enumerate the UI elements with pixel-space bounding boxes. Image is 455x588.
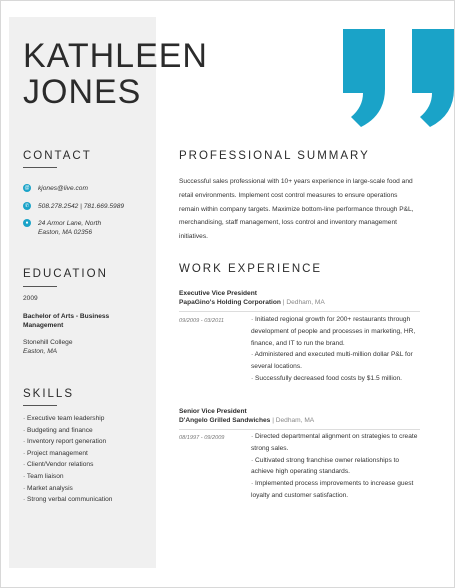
quote-mark-right-icon xyxy=(412,29,454,127)
skills-rule xyxy=(23,405,57,406)
job-location: | Dedham, MA xyxy=(272,417,315,424)
education-degree-line2: Management xyxy=(23,322,64,329)
skill-item: · Executive team leadership xyxy=(23,415,105,422)
job-bullet: · Directed departmental alignment on strategies to create strong sales. xyxy=(251,433,418,452)
job-company-line xyxy=(179,417,314,424)
job-bullet: · Successfully decreased food costs by $1.5 million. xyxy=(251,374,402,382)
contact-address-line2: Easton, MA 02356 xyxy=(38,229,93,236)
skills-heading: SKILLS xyxy=(23,388,74,400)
skill-item: · Inventory report generation xyxy=(23,438,107,446)
contact-email[interactable]: kjones@live.com xyxy=(38,185,88,192)
job-company-line xyxy=(179,299,325,306)
job-company: D'Angelo Grilled Sandwiches xyxy=(179,417,271,424)
education-school: Stonehill College xyxy=(23,339,73,346)
job-bullets xyxy=(251,431,421,502)
skill-item: · Team liaison xyxy=(23,472,64,480)
skill-item: · Project management xyxy=(23,449,88,457)
job-dates: 09/2009 - 03/2011 xyxy=(179,318,224,324)
education-year: 2009 xyxy=(23,295,38,302)
contact-rule xyxy=(23,167,57,168)
last-name: JONES xyxy=(23,73,142,111)
job-bullets xyxy=(251,314,421,385)
location-icon: ● xyxy=(23,219,31,227)
job-dates: 08/1997 - 09/2009 xyxy=(179,435,225,441)
job-company: PapaGino's Holding Corporation xyxy=(179,299,281,306)
education-degree-line1: Bachelor of Arts - Business xyxy=(23,313,110,320)
job-bullet: · Implemented process improvements to increase guest loyalty and customer satisfaction. xyxy=(251,480,414,499)
job-divider xyxy=(179,429,420,430)
skill-item: · Budgeting and finance xyxy=(23,426,93,434)
job-bullet: · Initiated regional growth for 200+ restaurants through development of people and processes in marketing, HR, finance, and IT to run the brand. xyxy=(251,316,416,347)
summary-heading: PROFESSIONAL SUMMARY xyxy=(179,150,370,162)
skill-item: · Strong verbal communication xyxy=(23,496,113,504)
job-title: Senior Vice President xyxy=(179,408,247,415)
phone-icon: ✆ xyxy=(24,203,30,209)
education-heading: EDUCATION xyxy=(23,268,108,280)
quote-mark-left-icon xyxy=(343,29,385,127)
first-name: KATHLEEN xyxy=(23,37,208,75)
candidate-name xyxy=(23,38,208,110)
education-rule xyxy=(23,286,57,287)
job-title: Executive Vice President xyxy=(179,290,257,297)
education-location: Easton, MA xyxy=(23,348,58,355)
skill-item: · Market analysis xyxy=(23,484,73,492)
skills-list xyxy=(23,413,112,506)
job-bullet: · Administered and executed multi-million dollar P&L for several locations. xyxy=(251,351,413,371)
experience-heading: WORK EXPERIENCE xyxy=(179,263,323,275)
skill-item: · Client/Vendor relations xyxy=(23,461,94,469)
job-location: | Dedham, MA xyxy=(282,299,325,306)
contact-heading: CONTACT xyxy=(23,150,92,162)
email-icon: @ xyxy=(24,185,30,191)
contact-phones: 508.278.2542 | 781.669.5989 xyxy=(38,203,125,210)
job-divider xyxy=(179,311,420,312)
contact-address-line1: 24 Armor Lane, North xyxy=(38,220,102,227)
job-bullet: · Cultivated strong franchise owner relationships to achieve high operating standards. xyxy=(251,456,400,476)
summary-text: Successful sales professional with 10+ years experience in large-scale food and retail environments. Implement cost control measures to ensure operations remain within company targets. Maximize bottom-line performance through P&L, merchandising, staff management, loss control and inventory management initiatives. xyxy=(179,178,414,241)
